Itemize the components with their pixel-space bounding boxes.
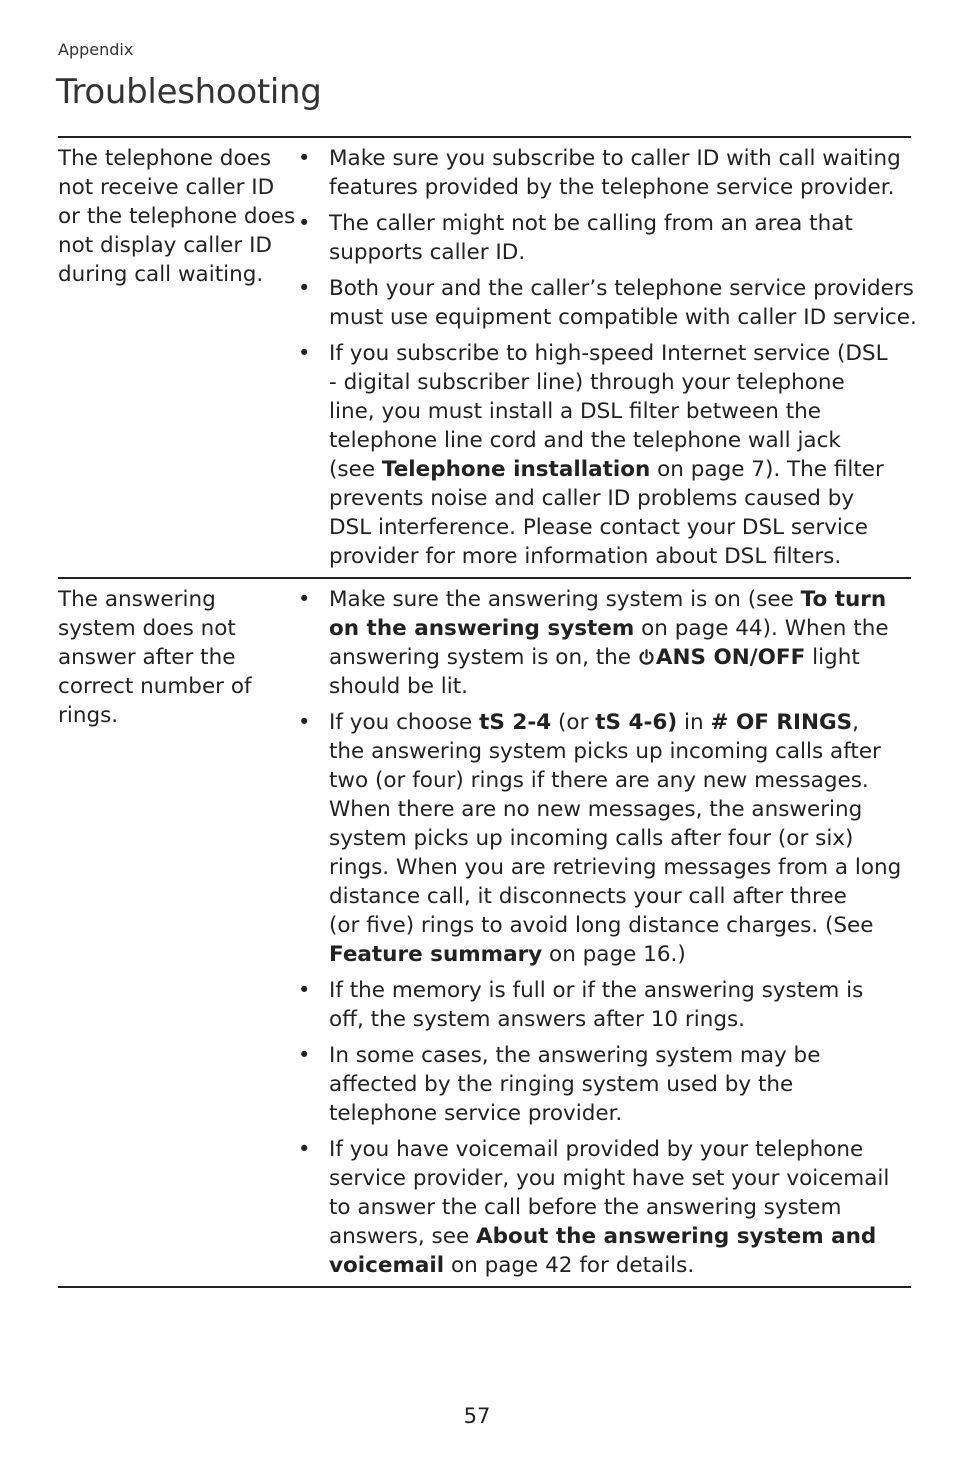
xref-telephone-installation: Telephone installation [381,457,651,482]
text-run: on page 44). When the [634,616,889,641]
section-label: Appendix [58,40,134,59]
setting-ts-4-6: tS 4-6) [595,710,678,735]
solution-text: prevents noise and caller ID problems caused by [329,486,855,511]
text-run: on page 16.) [542,942,686,967]
solution-text: affected by the ringing system used by the [329,1072,794,1097]
text-run: answers, see [329,1224,477,1249]
solution-text [329,1222,911,1251]
solution-text: Make sure you subscribe to caller ID with call waiting [329,146,901,171]
list-item [298,708,911,969]
list-item [298,1135,911,1280]
ans-on-off-label: ANS ON/OFF [655,645,806,670]
solution-list [298,138,917,577]
problem-answering-system: The answering system does not answer after the correct number of rings. [58,587,252,728]
table-row [58,579,911,1288]
solution-text: supports caller ID. [329,240,526,265]
solution-text: If the memory is full or if the answering system is [329,978,864,1003]
solution-text: If you subscribe to high-speed Internet service (DSL [329,341,888,366]
solution-text: telephone line cord and the telephone wall jack [329,428,841,453]
xref-about-answering-system: voicemail [329,1253,445,1278]
text-run: If you choose [329,710,480,735]
menu-of-rings: # OF RINGS [710,710,853,735]
solution-text: The caller might not be calling from an area that [329,211,853,236]
xref-about-answering-system: About the answering system and [476,1224,877,1249]
xref-to-turn-on: on the answering system [329,616,635,641]
solution-text: (or five) rings to avoid long distance charges. (See [329,913,874,938]
table-row [58,138,917,579]
bullet-icon: • [298,710,311,734]
text-run: light [805,645,860,670]
solution-text: DSL interference. Please contact your DSL service [329,515,868,540]
bullet-icon: • [298,341,311,365]
list-item [298,274,917,332]
text-run: answering system is on, the [329,645,638,670]
bullet-icon: • [298,146,311,170]
solution-text: - digital subscriber line) through your telephone [329,370,845,395]
solution-text [329,940,911,969]
setting-ts-2-4: tS 2-4 [479,710,552,735]
solution-text: service provider, you might have set your voicemail [329,1166,890,1191]
text-run: (or [551,710,596,735]
bullet-icon: • [298,978,311,1002]
solution-text: If you have voicemail provided by your telephone [329,1137,864,1162]
xref-to-turn-on: To turn [800,587,887,612]
solution-text [329,1251,911,1280]
list-item [298,144,917,202]
text-run: Make sure the answering system is on (see [329,587,801,612]
solution-text [329,614,911,643]
text-run: on page 42 for details. [444,1253,695,1278]
solution-text: Both your and the caller’s telephone service providers [329,276,914,301]
solution-text: two (or four) rings if there are any new messages. [329,768,869,793]
solution-list [298,579,911,1286]
bullet-icon: • [298,1043,311,1067]
page-title: Troubleshooting [56,72,322,112]
power-icon [638,649,655,666]
bullet-icon: • [298,211,311,235]
solution-text: must use equipment compatible with caller ID service. [329,305,917,330]
text-run: , [852,710,859,735]
bullet-icon: • [298,1137,311,1161]
text-run: (see [329,457,382,482]
solution-text [329,708,911,737]
solution-text: rings. When you are retrieving messages from a long [329,855,902,880]
solution-text: distance call, it disconnects your call after three [329,884,847,909]
list-item [298,209,917,267]
list-item [298,1041,911,1128]
solution-text: features provided by the telephone service provider. [329,175,895,200]
bullet-icon: • [298,276,311,300]
solution-text: should be lit. [329,674,468,699]
solution-text: When there are no new messages, the answering [329,797,863,822]
xref-feature-summary: Feature summary [329,942,543,967]
solution-text [329,643,911,672]
solution-text: provider for more information about DSL filters. [329,544,842,569]
troubleshooting-table [58,136,917,1288]
bullet-icon: • [298,587,311,611]
list-item [298,339,917,571]
solution-text: the answering system picks up incoming calls after [329,739,881,764]
problem-caller-id: The telephone does not receive caller ID or the telephone does not display caller ID during call waiting. [58,146,296,287]
solution-text: off, the system answers after 10 rings. [329,1007,746,1032]
list-item [298,585,911,701]
list-item [298,976,911,1034]
solution-text [329,455,917,484]
solution-text [329,585,911,614]
text-run: on page 7). The filter [650,457,884,482]
solution-text: telephone service provider. [329,1101,623,1126]
solution-text: line, you must install a DSL filter between the [329,399,821,424]
page-number: 57 [463,1404,491,1428]
solution-text: system picks up incoming calls after four (or six) [329,826,854,851]
text-run: in [677,710,711,735]
solution-text: In some cases, the answering system may be [329,1043,821,1068]
solution-text: to answer the call before the answering system [329,1195,842,1220]
